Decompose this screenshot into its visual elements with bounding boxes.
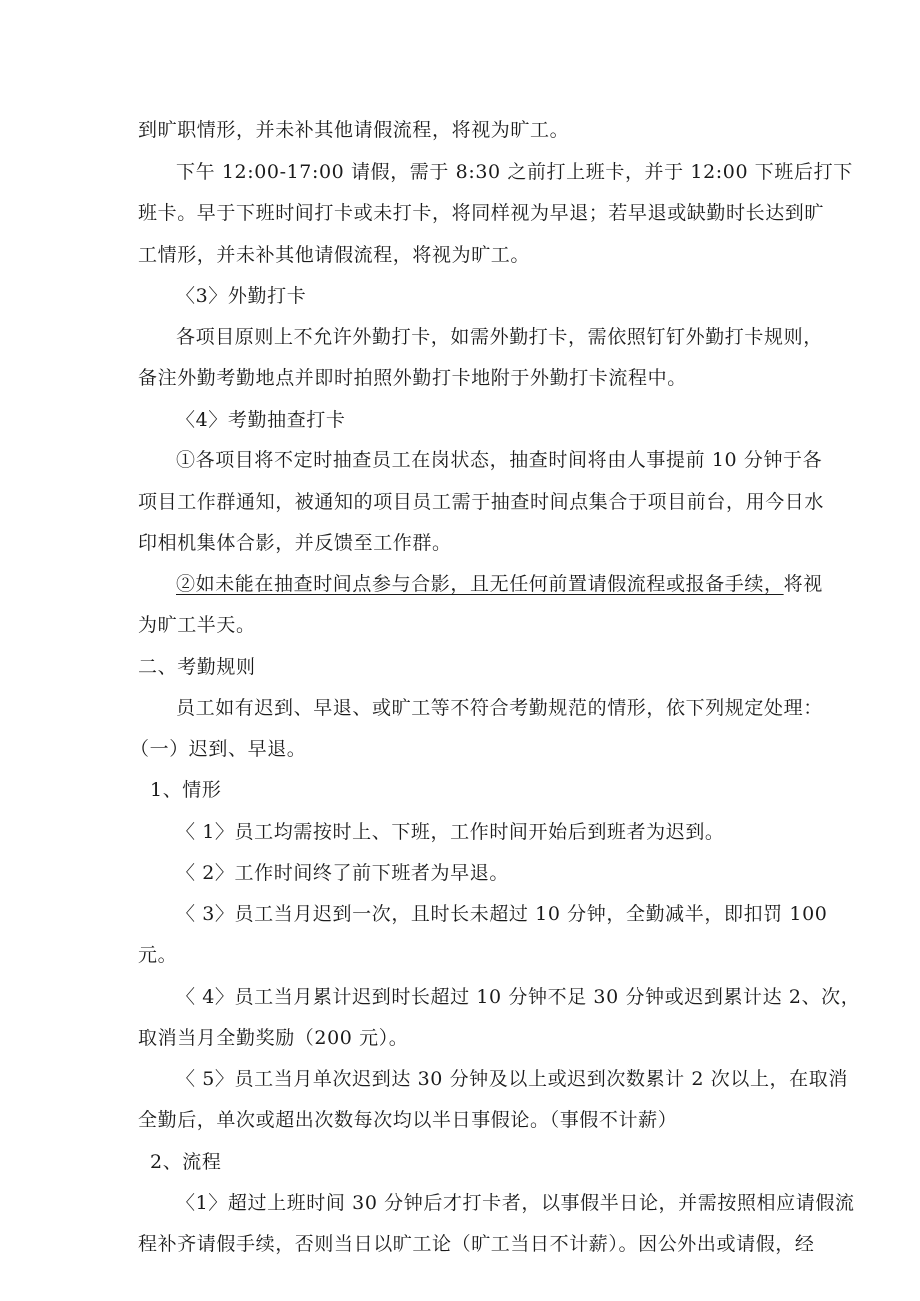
section-heading: 二、考勤规则 [138, 656, 256, 678]
text-line: 元。 [138, 944, 178, 966]
text-line: 项目工作群通知，被通知的项目员工需于抽查时间点集合于项目前台，用今日水 [138, 491, 825, 513]
text-line: ①各项目将不定时抽查员工在岗状态，抽查时间将由人事提前 10 分钟于各 [176, 449, 823, 471]
list-item: 〈 3〉员工当月迟到一次，且时长未超过 10 分钟，全勤减半，即扣罚 100 [176, 903, 828, 925]
subsection-heading: 2、流程 [150, 1151, 222, 1173]
section-heading: 〈3〉外勤打卡 [176, 285, 307, 307]
list-item: 〈 1〉员工均需按时上、下班，工作时间开始后到班者为迟到。 [176, 821, 725, 843]
subsection-heading: （一）迟到、早退。 [130, 738, 307, 760]
list-item: 〈 5〉员工当月单次迟到达 30 分钟及以上或迟到次数累计 2 次以上，在取消 [176, 1068, 848, 1090]
text-line-tail: 将视 [783, 573, 823, 595]
text-line: 为旷工半天。 [138, 614, 256, 636]
text-line: 下午 12:00-17:00 请假，需于 8:30 之前打上班卡，并于 12:00 下班后打下 [176, 161, 853, 183]
list-item: 〈 2〉工作时间终了前下班者为早退。 [176, 862, 509, 884]
text-line: 各项目原则上不允许外勤打卡，如需外勤打卡，需依照钉钉外勤打卡规则， [176, 326, 823, 348]
text-line: 取消当月全勤奖励（200 元）。 [138, 1027, 409, 1049]
list-item: 〈1〉超过上班时间 30 分钟后才打卡者，以事假半日论，并需按照相应请假流 [176, 1192, 855, 1214]
text-line: 全勤后，单次或超出次数每次均以半日事假论。（事假不计薪） [138, 1109, 678, 1131]
underlined-text-line [176, 572, 823, 596]
text-line: 员工如有迟到、早退、或旷工等不符合考勤规范的情形，依下列规定处理： [176, 697, 823, 719]
text-line: 印相机集体合影，并反馈至工作群。 [138, 532, 452, 554]
text-line: 到旷职情形，并未补其他请假流程，将视为旷工。 [138, 119, 570, 141]
text-line: 程补齐请假手续，否则当日以旷工论（旷工当日不计薪）。因公外出或请假，经 [138, 1233, 815, 1255]
list-item: 〈 4〉员工当月累计迟到时长超过 10 分钟不足 30 分钟或迟到累计达 2、次， [176, 986, 861, 1008]
underlined-text: ②如未能在抽查时间点参与合影，且无任何前置请假流程或报备手续， [176, 573, 784, 595]
text-line: 班卡。早于下班时间打卡或未打卡，将同样视为早退；若早退或缺勤时长达到旷 [138, 202, 825, 224]
text-line: 备注外勤考勤地点并即时拍照外勤打卡地附于外勤打卡流程中。 [138, 367, 687, 389]
text-line: 工情形，并未补其他请假流程，将视为旷工。 [138, 244, 531, 266]
section-heading: 〈4〉考勤抽查打卡 [176, 409, 346, 431]
subsection-heading: 1、情形 [150, 779, 222, 801]
